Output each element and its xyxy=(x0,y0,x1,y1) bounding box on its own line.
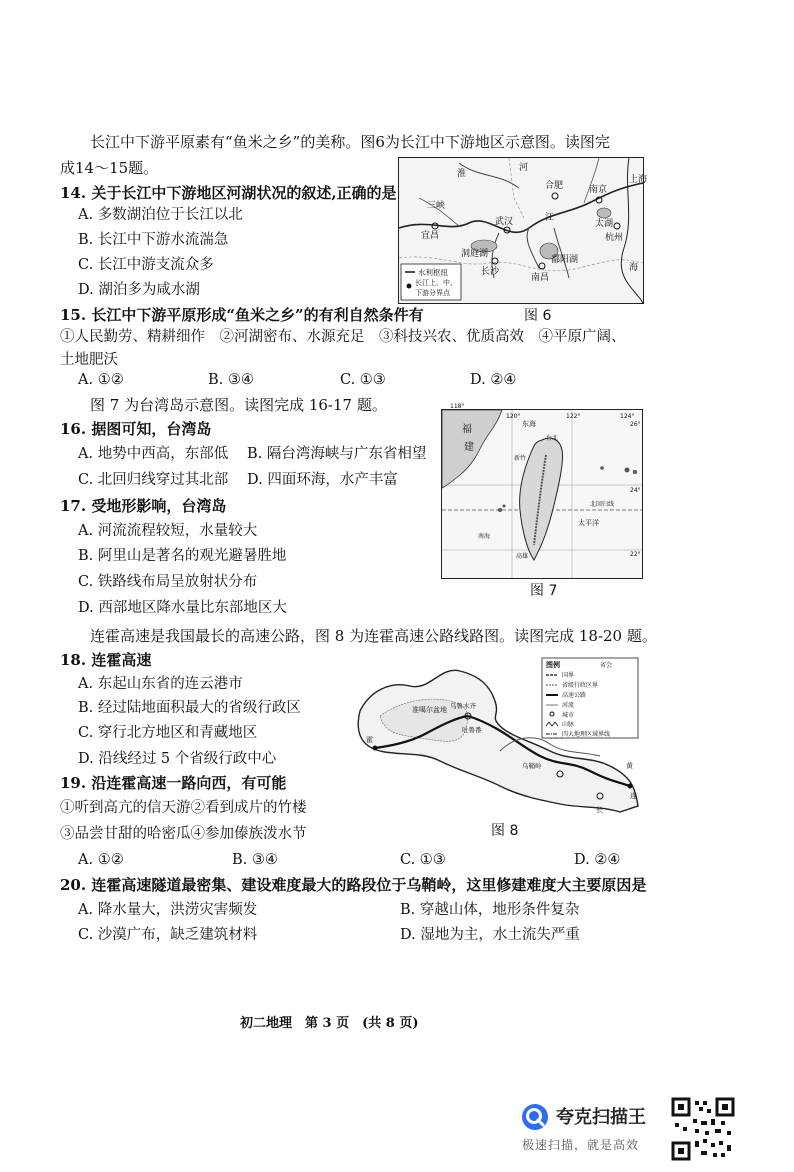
fig8-legend-item-0: 国界 xyxy=(562,672,575,679)
fig8-label-junggar: 准噶尔盆地 xyxy=(412,706,447,714)
intro-18-20: 连霍高速是我国最长的高速公路，图 8 为连霍高速公路线路图。读图完成 18-20 题。 xyxy=(90,627,657,645)
question-15-option-a: A. ①② xyxy=(78,372,124,388)
question-16-option-d: D. 四面环海，水产丰富 xyxy=(247,472,398,488)
fig7-label-nanhai: 南海 xyxy=(478,533,491,540)
intro-16-17: 图 7 为台湾岛示意图。读图完成 16-17 题。 xyxy=(90,396,387,414)
fig6-label-sanxia: 三峡 xyxy=(427,201,446,211)
question-18-option-c: C. 穿行北方地区和青藏地区 xyxy=(78,725,258,741)
fig8-label-lian: 连 xyxy=(630,792,637,800)
question-20-stem: 20. 连霍高速隧道最密集、建设难度最大的路段位于乌鞘岭，这里修建难度大主要原因是 xyxy=(60,876,647,894)
fig8-legend-item-4: 城市 xyxy=(562,712,575,719)
question-19-statements-line2: ③品尝甘甜的哈密瓜④参加傣族泼水节 xyxy=(60,826,307,842)
fig7-label-gaoxiong: 高雄 xyxy=(516,553,529,560)
fig6-label-he: 河 xyxy=(519,163,529,173)
question-16-stem: 16. 据图可知，台湾岛 xyxy=(60,420,212,438)
question-17-option-c: C. 铁路线布局呈放射状分布 xyxy=(78,574,258,590)
fig6-label-jiang: 江 xyxy=(545,213,555,223)
fig8-legend-capital: 省会 xyxy=(600,662,613,669)
fig7-label-donghai: 东海 xyxy=(522,420,536,428)
fig8-label-huang: 黄 xyxy=(626,762,633,770)
fig6-legend-dam: 水利枢纽 xyxy=(418,268,448,277)
question-19-option-c: C. ①③ xyxy=(400,852,446,868)
scanner-watermark xyxy=(520,1098,660,1158)
fig6-label-dongting: 洞庭湖 xyxy=(461,249,489,259)
page-footer: 初二地理 第 3 页 (共 8 页) xyxy=(240,1016,419,1031)
question-19-statements-line1: ①听到高亢的信天游②看到成片的竹楼 xyxy=(60,800,307,816)
question-20-option-d: D. 湿地为主，水土流失严重 xyxy=(400,927,580,943)
qr-code-icon xyxy=(671,1097,735,1161)
question-19-option-d: D. ②④ xyxy=(574,852,621,868)
figure-7-taiwan-map xyxy=(441,403,643,579)
question-14-stem: 14. 关于长江中下游地区河湖状况的叙述,正确的是 xyxy=(60,184,397,202)
fig7-tick-120: 120° xyxy=(506,413,521,420)
intro-14-15-line2: 成14～15题。 xyxy=(60,159,159,177)
fig6-label-hai: 海 xyxy=(629,263,639,273)
fig6-label-shanghai: 上海 xyxy=(629,175,648,185)
question-14-option-c: C. 长江中游支流众多 xyxy=(78,257,214,273)
fig7-label-pacific: 太平洋 xyxy=(578,519,599,527)
fig8-legend-item-5: 山脉 xyxy=(562,721,575,728)
fig6-label-hefei: 合肥 xyxy=(545,181,564,191)
fig6-label-wuhan: 武汉 xyxy=(495,217,514,227)
question-16-option-c: C. 北回归线穿过其北部 xyxy=(78,472,229,488)
question-15-option-c: C. ①③ xyxy=(340,372,386,388)
question-15-statements-line1: ①人民勤劳、精耕细作 ②河湖密布、水源充足 ③科技兴农、优质高效 ④平原广阔、 xyxy=(60,329,626,345)
question-15-option-b: B. ③④ xyxy=(208,372,254,388)
figure-8-highway-map xyxy=(350,656,640,814)
fig7-tick-122: 122° xyxy=(566,413,581,420)
fig7-tick-22: 22° xyxy=(630,551,641,558)
fig7-tick-124: 124° xyxy=(620,413,635,420)
question-16-option-a: A. 地势中西高，东部低 xyxy=(78,446,229,462)
fig6-legend-boundary-a: 长江上、中、 xyxy=(415,279,457,287)
fig6-label-huai: 淮 xyxy=(457,169,467,179)
question-16-option-b: B. 隔台湾海峡与广东省相望 xyxy=(247,446,427,462)
question-15-option-d: D. ②④ xyxy=(470,372,517,388)
fig8-label-huo: 霍 xyxy=(366,736,373,744)
question-15-stem: 15. 长江中下游平原形成“鱼米之乡”的有利自然条件有 xyxy=(60,306,424,324)
question-19-stem: 19. 沿连霍高速一路向西，有可能 xyxy=(60,774,287,792)
fig7-label-taibei: 台北 xyxy=(546,435,559,442)
fig6-label-nanchang: 南昌 xyxy=(531,273,550,283)
question-17-stem: 17. 受地形影响，台湾岛 xyxy=(60,497,227,515)
watermark-slogan: 极速扫描，就是高效 xyxy=(522,1138,640,1152)
intro-14-15-line1: 长江中下游平原素有“鱼米之乡”的美称。图6为长江中下游地区示意图。读图完 xyxy=(90,133,610,151)
fig6-label-taihu: 太湖 xyxy=(595,219,614,229)
fig7-tick-26: 26° xyxy=(630,421,641,428)
watermark-brand: 夸克扫描王 xyxy=(556,1107,646,1128)
question-19-option-a: A. ①② xyxy=(78,852,124,868)
fig8-label-wushaoling: 乌鞘岭 xyxy=(522,762,542,770)
fig6-legend-boundary-b: 下游分界点 xyxy=(415,289,450,297)
fig8-label-chang: 长 xyxy=(596,806,603,814)
fig8-legend-item-3: 河流 xyxy=(562,702,575,709)
figure-7-caption: 图 7 xyxy=(530,583,558,599)
fig7-label-tropic: 北回归线 xyxy=(590,501,615,508)
question-19-option-b: B. ③④ xyxy=(232,852,278,868)
question-18-option-d: D. 沿线经过 5 个省级行政中心 xyxy=(78,751,277,767)
figure-6-yangtze-map xyxy=(398,157,648,304)
fig8-label-urumqi: 乌鲁木齐 xyxy=(450,702,476,710)
question-17-option-b: B. 阿里山是著名的观光避暑胜地 xyxy=(78,548,287,564)
fig8-legend-title: 图例 xyxy=(546,661,560,669)
question-14-option-a: A. 多数湖泊位于长江以北 xyxy=(78,207,243,223)
question-14-option-d: D. 湖泊多为咸水湖 xyxy=(78,282,200,298)
question-18-stem: 18. 连霍高速 xyxy=(60,651,152,669)
fig7-tick-118: 118° xyxy=(450,403,465,410)
question-20-option-c: C. 沙漠广布，缺乏建筑材料 xyxy=(78,927,258,943)
fig6-label-nanjing: 南京 xyxy=(589,185,608,195)
fig6-label-hangzhou: 杭州 xyxy=(605,233,624,243)
quark-logo-icon xyxy=(520,1102,550,1132)
question-18-option-a: A. 东起山东省的连云港市 xyxy=(78,676,243,692)
fig8-legend-item-6: 四大地理区域界线 xyxy=(562,731,611,738)
question-17-option-d: D. 西部地区降水量比东部地区大 xyxy=(78,600,287,616)
question-15-statements-line2: 土地肥沃 xyxy=(60,352,118,368)
fig8-legend-item-1: 省级行政区界 xyxy=(562,682,599,689)
fig8-label-turpan: 吐鲁番 xyxy=(462,726,482,734)
figure-8-caption: 图 8 xyxy=(491,823,519,839)
fig6-label-changsha: 长沙 xyxy=(481,267,500,277)
fig7-label-fujian-2: 建 xyxy=(464,442,474,453)
question-20-option-b: B. 穿越山体，地形条件复杂 xyxy=(400,902,580,918)
question-20-option-a: A. 降水量大，洪涝灾害频发 xyxy=(78,902,258,918)
fig8-legend-item-2: 高速公路 xyxy=(562,692,587,699)
fig7-tick-24: 24° xyxy=(630,487,641,494)
fig6-label-yichang: 宜昌 xyxy=(421,231,440,241)
figure-6-caption: 图 6 xyxy=(524,308,552,324)
fig7-label-xinzhu: 新竹 xyxy=(514,455,527,462)
fig6-label-poyang: 鄱阳湖 xyxy=(551,255,579,265)
question-14-option-b: B. 长江中下游水流湍急 xyxy=(78,232,229,248)
question-17-option-a: A. 河流流程较短，水量较大 xyxy=(78,523,258,539)
fig7-label-fujian-1: 福 xyxy=(462,424,472,435)
question-18-option-b: B. 经过陆地面积最大的省级行政区 xyxy=(78,700,301,716)
